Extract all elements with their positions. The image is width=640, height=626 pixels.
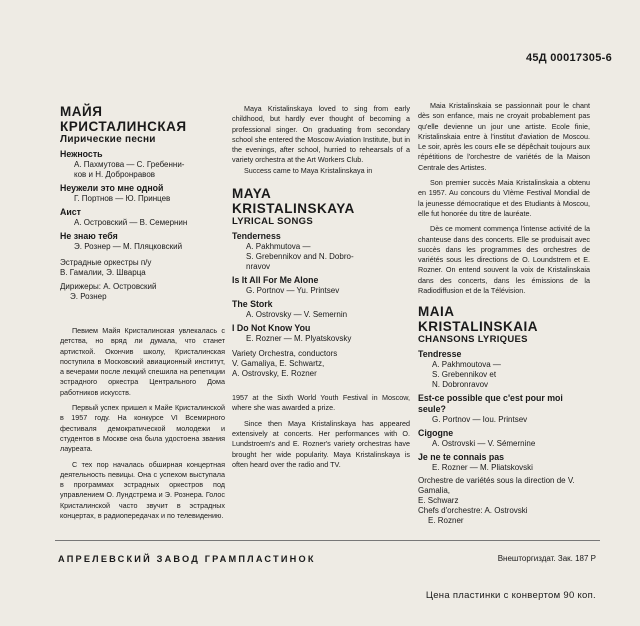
fr-song-1-credit: S. Grebennikov et — [432, 370, 497, 380]
ru-conductors: Дирижеры: А. Островский — [60, 282, 157, 291]
russian-column — [60, 104, 225, 521]
fr-bio-paragraph: Dès ce moment commença l'intense activité de la chanteuse dans des concerts. Elle se produisait avec succès dans les programmes des orchestres de variétés sous les directions de O. Loundstrem et E. Rozner. On entend souvent la voix de Kristalinskaia dans des concerts, dans les émissions de la Radiodiffusion et de la Télévision. — [418, 224, 590, 296]
ru-song-1-credit: ков и Н. Добронравов — [74, 170, 156, 179]
fr-song-3-title: Cigogne — [418, 428, 454, 439]
english-column — [232, 104, 410, 470]
en-orchestra: Variety Orchestra, conductors — [232, 349, 338, 359]
english-artist-surname: KRISTALINSKAYA — [232, 201, 355, 217]
ru-conductors-names: Э. Рознер — [70, 292, 107, 301]
price-label: Цена пластинки с конвертом 90 коп. — [425, 590, 596, 601]
fr-song-1-credit: A. Pakhmoutova — — [432, 360, 501, 370]
french-artist-surname: KRISTALINSKAIA — [418, 319, 538, 335]
fr-song-2-credit: G. Portnov — Iou. Printsev — [432, 415, 528, 425]
ru-song-1-title: Нежность — [60, 149, 103, 159]
fr-song-1-credit: N. Dobronravov — [432, 380, 489, 390]
en-bio-paragraph: Success came to Maya Kristalinskaya in — [244, 165, 373, 175]
en-orchestra-names: V. Gamaliya, E. Schwartz, — [232, 359, 325, 369]
fr-conductors: Chefs d'orchestre: A. Ostrovski — [418, 506, 528, 516]
en-song-1-credit: A. Pakhmutova — — [246, 242, 311, 252]
english-album-subtitle: LYRICAL SONGS — [232, 216, 313, 228]
ru-song-2-credit: Г. Портнов — Ю. Принцев — [74, 194, 171, 203]
en-orchestra-names: A. Ostrovsky, E. Rozner — [232, 369, 317, 379]
en-song-2-title: Is It All For Me Alone — [232, 275, 319, 286]
ru-bio-paragraph: Первый успех пришел к Майе Кристалинской в 1957 году. На конкурсе VI Всемирного фестиваля демократической молодежи и студентов в Москве она была удостоена звания лауреата. — [60, 403, 225, 454]
russian-album-subtitle: Лирические песни — [60, 134, 156, 145]
en-song-1-credit: S. Grebennikov and N. Dobro- — [246, 252, 354, 262]
fr-conductors-names: E. Rozner — [428, 516, 464, 526]
en-song-3-credit: A. Ostrovsky — V. Semernin — [246, 310, 348, 320]
record-plant-name: АПРЕЛЕВСКИЙ ЗАВОД ГРАМПЛАСТИНОК — [58, 554, 316, 564]
print-order-number: Внешторгиздат. Зак. 187 Р — [497, 554, 596, 563]
en-song-1-credit: nravov — [246, 262, 271, 272]
en-bio-paragraph: Maya Kristalinskaya loved to sing from early childhood, but hardly ever thought of becoming a professional singer. On graduating from secondary school she entered the Moscow Aviation Institute, but in the evenings, after school, hurried to rehearsals of a variety orchestra at the Art Workers Club. — [232, 104, 410, 165]
ru-song-2-title: Неужели это мне одной — [60, 183, 164, 193]
fr-song-4-credit: E. Rozner — M. Pliatskovski — [432, 463, 533, 473]
fr-orchestra-names: E. Schwarz — [418, 496, 459, 506]
en-song-2-credit: G. Portnov — Yu. Printsev — [246, 286, 340, 296]
french-album-subtitle: CHANSONS LYRIQUES — [418, 334, 528, 346]
en-bio-paragraph: 1957 at the Sixth World Youth Festival in Moscow, where she was awarded a prize. — [232, 393, 410, 413]
fr-song-4-title: Je ne te connais pas — [418, 452, 505, 463]
fr-song-2-title: Est-ce possible que c'est pour moi seule? — [418, 393, 563, 415]
ru-song-4-title: Не знаю тебя — [60, 231, 118, 241]
ru-song-3-credit: А. Островский — В. Семернин — [74, 218, 188, 227]
ru-bio-paragraph: С тех пор началась обширная концертная деятельность певицы. Она с успехом выступала в программах эстрадных оркестров под управлением О. Лундстрема и Э. Рознера. Голос Кристалинской часто звучит в эстрадных концертах, в радиопередачах и по телевидению. — [60, 459, 225, 521]
french-column — [418, 101, 590, 526]
ru-song-3-title: Аист — [60, 207, 81, 217]
ru-orchestra-names: В. Гамалии, Э. Шварца — [60, 268, 146, 277]
fr-song-1-title: Tendresse — [418, 349, 462, 360]
ru-song-4-credit: Э. Рознер — М. Пляцковский — [74, 242, 183, 251]
en-song-1-title: Tenderness — [232, 231, 281, 242]
ru-bio-paragraph: Певием Майя Кристалинская увлекалась с детства, но вряд ли думала, что станет артисткой. Окончив школу, Кристалинская поступила в Московский авиационный институт, а вечерами после лекций спешила на репетиции эстрадного оркестра Центрального Дома работников искусств. — [60, 326, 225, 397]
russian-artist-name: МАЙЯ — [60, 104, 103, 119]
fr-orchestra: Orchestre de variétés sous la direction de V. Gamalia, — [418, 476, 575, 496]
fr-bio-paragraph: Maia Kristalinskaia se passionnait pour le chant dès son enfance, mais ne croyait probablement pas qu'elle devienne un jour une artiste. Ecole finie, Kristalinskaia entre à l'institut d'aviation de Moscou. Le soir, après les cours elle se dépêchait toujours aux répétitions de l'orchestre de variétés de la Maison Centrale des Artistes. — [418, 101, 590, 172]
fr-song-3-credit: A. Ostrovski — V. Sémernine — [432, 439, 536, 449]
footer-divider — [55, 540, 600, 541]
english-artist-name: MAYA — [232, 186, 272, 202]
ru-song-1-credit: А. Пахмутова — С. Гребенни- — [74, 160, 185, 169]
ru-orchestra: Эстрадные оркестры п/у — [60, 258, 152, 267]
russian-artist-surname: КРИСТАЛИНСКАЯ — [60, 119, 187, 134]
en-song-3-title: The Stork — [232, 299, 273, 310]
french-artist-name: MAIA — [418, 304, 455, 320]
en-song-4-credit: E. Rozner — M. Plyatskovsky — [246, 334, 352, 344]
en-song-4-title: I Do Not Know You — [232, 323, 311, 334]
fr-bio-paragraph: Son premier succès Maia Kristalinskaia a obtenu en 1957. Au concours du VIème Festival Mondial de la jeunesse démocratique et des Etudiants à Moscou, elle fut honorée du titre de lauréate. — [418, 178, 590, 218]
en-bio-paragraph: Since then Maya Kristalinskaya has appeared extensively at concerts. Her performances with O. Lundstroem's and E. Rozner's variety orchestras have brought her wide popularity. Maya Kristalinskaya is often heard over the radio and TV. — [232, 418, 410, 469]
catalog-number: 45Д 00017305-6 — [525, 52, 612, 64]
